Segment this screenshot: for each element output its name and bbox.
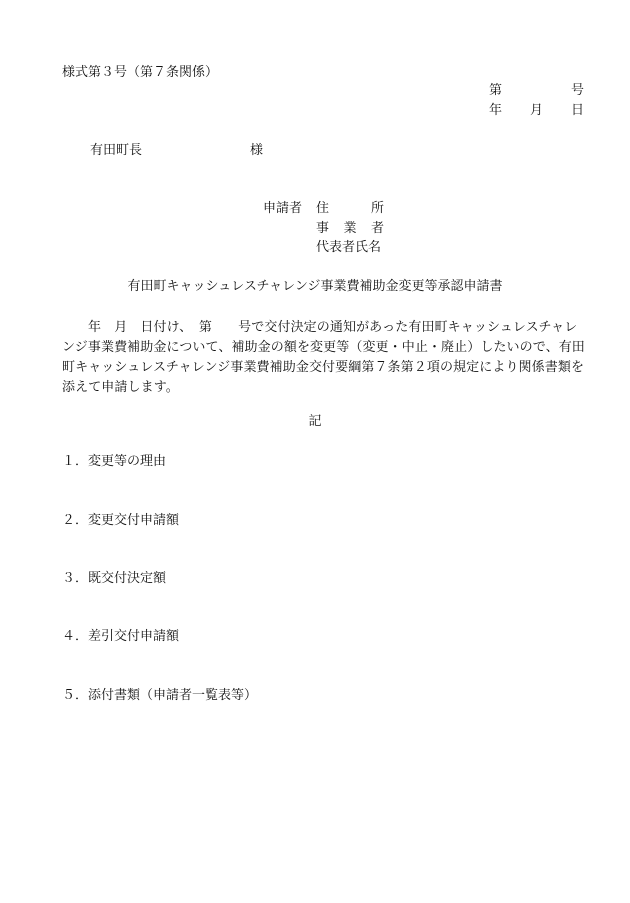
address-label [316, 202, 384, 215]
doc-number-prefix: 第 [489, 83, 503, 98]
applicant-label: 申請者 [263, 201, 303, 216]
list-item: ４．差引交付申請額 [62, 629, 180, 644]
recipient-mayor: 有田町長 [90, 143, 143, 158]
ki-heading: 記 [308, 414, 322, 429]
business-label [316, 222, 384, 235]
representative-label: 代表者氏名 [316, 240, 382, 255]
address-label-char: 住 [316, 201, 330, 216]
list-item: ３．既交付決定額 [62, 571, 167, 586]
list-item: １．変更等の理由 [62, 454, 167, 469]
list-item: ２．変更交付申請額 [62, 513, 180, 528]
date-year-label: 年 [489, 103, 503, 118]
date-day-label: 日 [571, 103, 585, 118]
business-label-char: 者 [370, 221, 384, 236]
doc-number-suffix: 号 [571, 83, 585, 98]
business-label-char: 業 [343, 221, 357, 236]
document-title: 有田町キャッシュレスチャレンジ事業費補助金変更等承認申請書 [127, 279, 503, 294]
list-item: ５．添付書類（申請者一覧表等） [62, 688, 258, 703]
business-label-char: 事 [316, 221, 330, 236]
recipient-honorific: 様 [250, 143, 264, 158]
address-label-char: 所 [370, 201, 384, 216]
date-month-label: 月 [530, 103, 544, 118]
body-paragraph: 年 月 日付け、 第 号で交付決定の通知があった有田町キャッシュレスチャレンジ事業費補助金について、補助金の額を変更等（変更・中止・廃止）したいので、有田町キャッシュレスチャレンジ事業費補助金交付要綱第７条第２項の規定により関係書類を添えて申請します。 [62, 320, 585, 395]
form-number: 様式第３号（第７条関係） [62, 65, 219, 80]
